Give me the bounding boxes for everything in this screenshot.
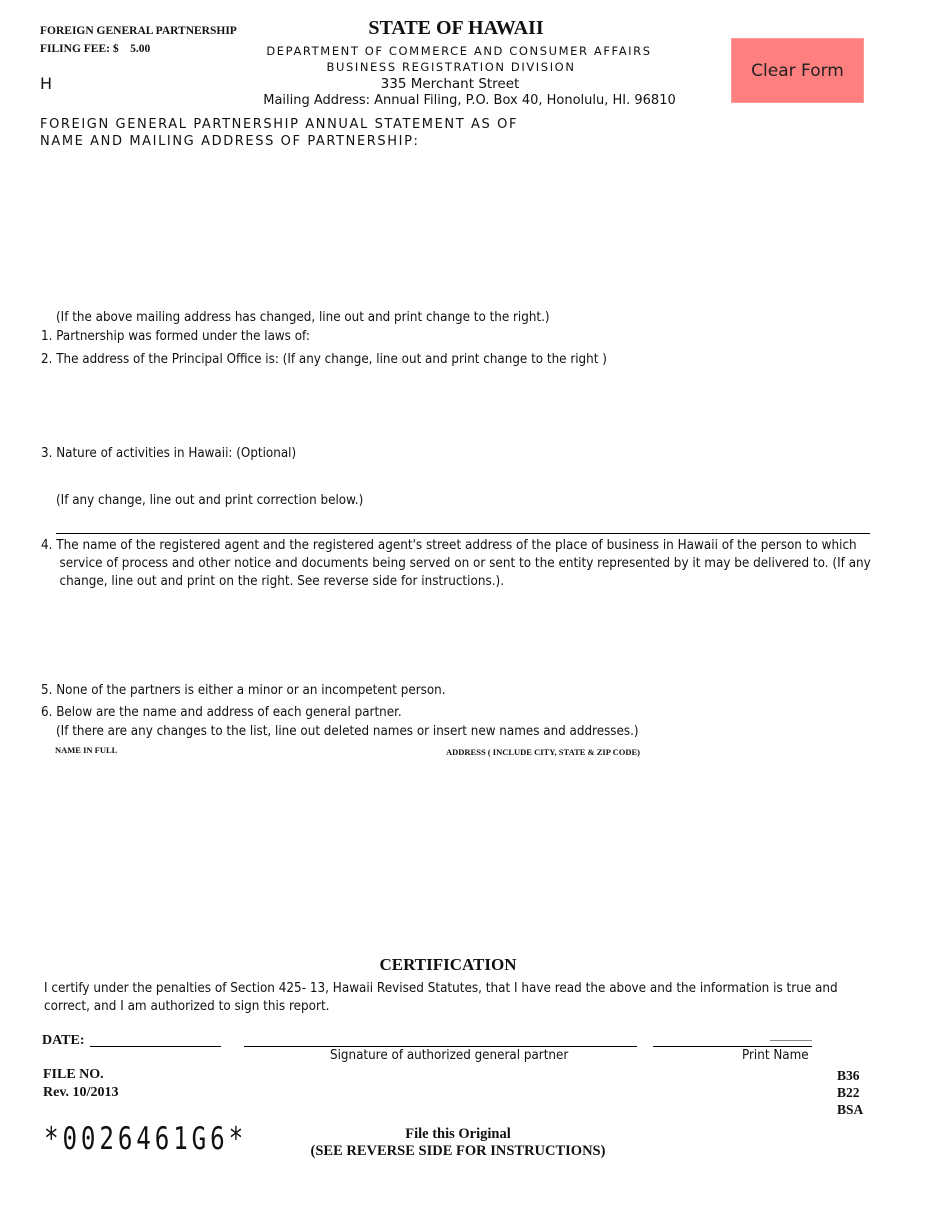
file-original-label: File this Original — [405, 1126, 511, 1142]
division-name: BUSINESS REGISTRATION DIVISION — [326, 60, 576, 74]
code-b36: B36 — [837, 1068, 860, 1083]
item-5-partners: 5. None of the partners is either a minor or an incompetent person. — [41, 683, 446, 698]
certification-text: I certify under the penalties of Section 425- 13, Hawaii Revised Statutes, that I have read the above and the information is true and correct, and I am authorized to sign this report. — [44, 981, 838, 1014]
item-6-partner-list: 6. Below are the name and address of each general partner. — [41, 705, 402, 720]
document-barcode: *0026461G6* — [44, 1121, 248, 1157]
signature-field-line[interactable] — [244, 1046, 637, 1047]
item-3-activities: 3. Nature of activities in Hawaii: (Optional) — [41, 446, 297, 461]
file-number-label: FILE NO. — [43, 1067, 104, 1082]
column-name-header: NAME IN FULL — [55, 745, 118, 755]
print-name-caption: Print Name — [742, 1048, 809, 1063]
filing-fee-label: FILING FEE: $ 5.00 — [40, 43, 151, 55]
date-label: DATE: — [42, 1033, 85, 1048]
name-address-label: NAME AND MAILING ADDRESS OF PARTNERSHIP: — [40, 134, 420, 149]
item-6-note: (If there are any changes to the list, line out deleted names or insert new names and addresses.) — [56, 724, 639, 739]
certification-heading: CERTIFICATION — [379, 955, 517, 974]
department-name: DEPARTMENT OF COMMERCE AND CONSUMER AFFAIRS — [266, 44, 652, 58]
item-3-note: (If any change, line out and print correction below.) — [56, 493, 364, 508]
print-name-underline-tail — [770, 1040, 812, 1041]
revision-label: Rev. 10/2013 — [43, 1085, 119, 1100]
form-code-letter: H — [40, 74, 53, 93]
print-name-field-line[interactable] — [653, 1046, 812, 1047]
form-type-label: FOREIGN GENERAL PARTNERSHIP — [40, 25, 237, 37]
date-field-line[interactable] — [90, 1046, 221, 1047]
clear-form-button[interactable]: Clear Form — [731, 38, 864, 103]
statement-title: FOREIGN GENERAL PARTNERSHIP ANNUAL STATEMENT AS OF — [40, 117, 519, 132]
code-bsa: BSA — [837, 1102, 864, 1117]
item-3-correction-line — [56, 533, 870, 534]
see-reverse-label: (SEE REVERSE SIDE FOR INSTRUCTIONS) — [310, 1143, 606, 1159]
signature-caption: Signature of authorized general partner — [330, 1048, 569, 1063]
mailing-address: Mailing Address: Annual Filing, P.O. Box 40, Honolulu, HI. 96810 — [263, 93, 676, 108]
column-address-header: ADDRESS ( INCLUDE CITY, STATE & ZIP CODE) — [446, 747, 640, 757]
address-change-note: (If the above mailing address has changed, line out and print change to the right.) — [56, 310, 550, 325]
item-2-principal-office: 2. The address of the Principal Office is: (If any change, line out and print change to the right ) — [41, 352, 607, 367]
code-b22: B22 — [837, 1085, 860, 1100]
item-1-formation: 1. Partnership was formed under the laws of: — [41, 329, 310, 344]
item-4-registered-agent: 4. The name of the registered agent and the registered agent's street address of the place of business in Hawaii of the person to which service of process and other notice and documents being served on or sent to the entity represented by it may be delivered to. (If any change, line out and print on the right. See reverse side for instructions.). — [41, 538, 871, 589]
state-title: STATE OF HAWAII — [368, 17, 544, 39]
street-address: 335 Merchant Street — [380, 76, 520, 92]
